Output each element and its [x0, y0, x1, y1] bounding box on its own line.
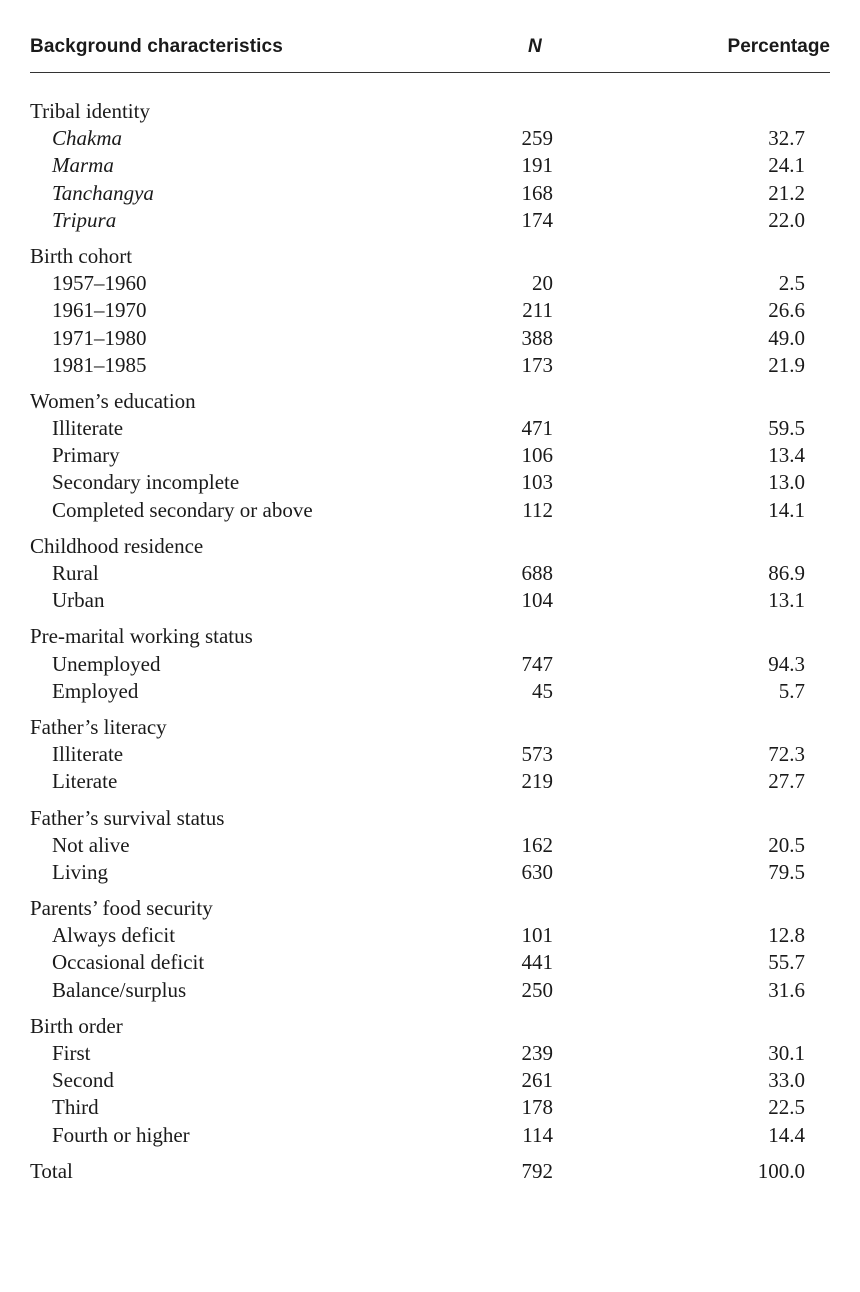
- row-label: Literate: [52, 769, 118, 794]
- row-percentage-value: 79.5: [768, 859, 805, 884]
- row-n-value: 174: [521, 207, 553, 232]
- row-percentage-value: 26.6: [768, 298, 805, 323]
- table-row: [30, 1040, 830, 1067]
- row-n-value: 688: [521, 561, 553, 585]
- group-heading-row: [30, 714, 830, 741]
- row-label: Total: [30, 1158, 73, 1183]
- row-percentage-value: 2.5: [778, 271, 805, 296]
- row-n-value: 103: [521, 470, 553, 495]
- row-percentage-value: 32.7: [768, 126, 805, 151]
- group-heading-row: [30, 1013, 830, 1040]
- row-percentage-value: 49.0: [768, 325, 805, 350]
- row-label: 1961–1970: [52, 298, 147, 323]
- row-n-value: 106: [521, 443, 553, 468]
- table-row: [30, 977, 830, 1004]
- row-n-value: 261: [521, 1068, 553, 1093]
- header-n: N: [528, 36, 542, 57]
- row-percentage-value: 27.7: [768, 769, 805, 794]
- row-n-value: 178: [521, 1095, 553, 1120]
- row-percentage-value: 14.4: [768, 1122, 805, 1147]
- row-label: Pre-marital working status: [30, 624, 253, 649]
- table-row: [30, 180, 830, 207]
- row-label: Occasional deficit: [52, 950, 205, 975]
- row-label: Third: [52, 1095, 99, 1120]
- table-row: [30, 741, 830, 768]
- row-n-value: 114: [522, 1122, 553, 1147]
- table-row: [30, 1067, 830, 1094]
- row-label: Urban: [52, 588, 105, 613]
- row-label: Fourth or higher: [52, 1122, 190, 1147]
- row-label: Tanchangya: [52, 180, 154, 205]
- table-row: [30, 1122, 830, 1149]
- table-row: [30, 207, 830, 234]
- row-group: [30, 98, 830, 234]
- row-group: [30, 388, 830, 524]
- table-row: [30, 949, 830, 976]
- row-n-value: 259: [521, 126, 553, 151]
- row-percentage-value: 22.0: [768, 207, 805, 232]
- row-percentage-value: 100.0: [757, 1158, 805, 1183]
- row-percentage-value: 13.0: [768, 470, 805, 495]
- row-percentage-value: 20.5: [768, 832, 805, 857]
- row-n-value: 112: [522, 497, 553, 522]
- table-row: [30, 497, 830, 524]
- row-percentage-value: 21.9: [768, 352, 805, 377]
- table-row: [30, 325, 830, 352]
- row-n-value: 630: [521, 859, 553, 884]
- row-n-value: 104: [521, 588, 553, 613]
- row-group: [30, 895, 830, 1004]
- row-percentage-value: 21.2: [768, 180, 805, 205]
- row-percentage-value: 31.6: [768, 977, 805, 1002]
- row-label: Illiterate: [52, 742, 124, 767]
- row-n-value: 792: [521, 1158, 553, 1183]
- group-heading-row: [30, 243, 830, 270]
- row-n-value: 168: [521, 180, 553, 205]
- table-row: [30, 587, 830, 614]
- table-row: [30, 297, 830, 324]
- row-label: Father’s survival status: [30, 805, 225, 830]
- table-row: [30, 1094, 830, 1121]
- group-heading-row: [30, 388, 830, 415]
- row-n-value: 20: [532, 271, 553, 296]
- row-label: Tribal identity: [30, 99, 150, 123]
- row-label: First: [52, 1041, 91, 1065]
- header-percentage: Percentage: [727, 36, 830, 57]
- row-label: Primary: [52, 443, 120, 468]
- row-percentage-value: 24.1: [768, 153, 805, 178]
- group-heading-row: [30, 623, 830, 650]
- row-label: Living: [52, 859, 108, 884]
- row-label: Chakma: [52, 126, 122, 151]
- row-percentage-value: 33.0: [768, 1068, 805, 1093]
- row-n-value: 747: [521, 651, 553, 676]
- row-percentage-value: 30.1: [768, 1041, 805, 1065]
- table-row: [30, 469, 830, 496]
- row-label: 1971–1980: [52, 325, 147, 350]
- row-percentage-value: 12.8: [768, 923, 805, 948]
- table-row: [30, 415, 830, 442]
- row-n-value: 239: [521, 1041, 553, 1065]
- row-n-value: 211: [522, 298, 553, 323]
- group-heading-row: [30, 895, 830, 922]
- row-percentage-value: 86.9: [768, 561, 805, 585]
- row-label: 1957–1960: [52, 271, 147, 296]
- row-percentage-value: 59.5: [768, 416, 805, 441]
- row-n-value: 471: [521, 416, 553, 441]
- table-row: [30, 651, 830, 678]
- row-percentage-value: 13.4: [768, 443, 805, 468]
- table-row: [30, 152, 830, 179]
- group-heading-row: [30, 533, 830, 560]
- row-n-value: 573: [521, 742, 553, 767]
- table-row: [30, 768, 830, 795]
- table-row: [30, 832, 830, 859]
- table-body: [30, 98, 830, 1185]
- row-n-value: 173: [521, 352, 553, 377]
- data-table: [30, 0, 830, 1183]
- row-percentage-value: 5.7: [778, 678, 805, 703]
- row-n-value: 441: [521, 950, 553, 975]
- group-heading-row: [30, 805, 830, 832]
- table-row: [30, 270, 830, 297]
- row-percentage-value: 94.3: [768, 651, 805, 676]
- row-label: Completed secondary or above: [52, 497, 313, 522]
- row-label: Balance/surplus: [52, 977, 187, 1002]
- table-row: [30, 678, 830, 705]
- row-percentage-value: 22.5: [768, 1095, 805, 1120]
- table-row: [30, 352, 830, 379]
- row-label: Childhood residence: [30, 533, 204, 558]
- row-label: Not alive: [52, 832, 130, 857]
- header-rule: [30, 72, 830, 73]
- row-label: 1981–1985: [52, 352, 147, 377]
- row-label: Rural: [52, 561, 99, 585]
- table-header: [30, 0, 830, 74]
- row-n-value: 388: [521, 325, 553, 350]
- table-row: [30, 442, 830, 469]
- row-group: [30, 805, 830, 887]
- row-n-value: 219: [521, 769, 553, 794]
- row-label: Parents’ food security: [30, 896, 213, 921]
- row-label: Women’s education: [30, 388, 196, 413]
- row-n-value: 191: [521, 153, 553, 178]
- row-n-value: 101: [521, 923, 553, 948]
- row-percentage-value: 14.1: [768, 497, 805, 522]
- row-group: [30, 533, 830, 615]
- row-label: Secondary incomplete: [52, 470, 240, 495]
- row-label: Birth order: [30, 1013, 123, 1038]
- row-n-value: 250: [521, 977, 553, 1002]
- row-label: Always deficit: [52, 923, 176, 948]
- group-heading-row: [30, 98, 830, 125]
- table-row: [30, 125, 830, 152]
- row-group: [30, 714, 830, 796]
- row-group: [30, 1013, 830, 1149]
- row-label: Tripura: [52, 207, 117, 232]
- header-characteristics: Background characteristics: [30, 36, 283, 57]
- row-percentage-value: 13.1: [768, 588, 805, 613]
- row-label: Unemployed: [52, 651, 161, 676]
- row-group: [30, 623, 830, 705]
- row-label: Marma: [52, 153, 114, 178]
- row-label: Birth cohort: [30, 243, 133, 268]
- row-n-value: 45: [532, 678, 553, 703]
- row-percentage-value: 55.7: [768, 950, 805, 975]
- row-label: Father’s literacy: [30, 714, 167, 739]
- row-label: Employed: [52, 678, 139, 703]
- row-label: Second: [52, 1068, 114, 1093]
- row-percentage-value: 72.3: [768, 742, 805, 767]
- table-row: [30, 560, 830, 587]
- row-group: [30, 243, 830, 379]
- row-label: Illiterate: [52, 416, 124, 441]
- table-row: [30, 922, 830, 949]
- row-n-value: 162: [521, 832, 553, 857]
- total-row: [30, 1158, 830, 1185]
- table-row: [30, 859, 830, 886]
